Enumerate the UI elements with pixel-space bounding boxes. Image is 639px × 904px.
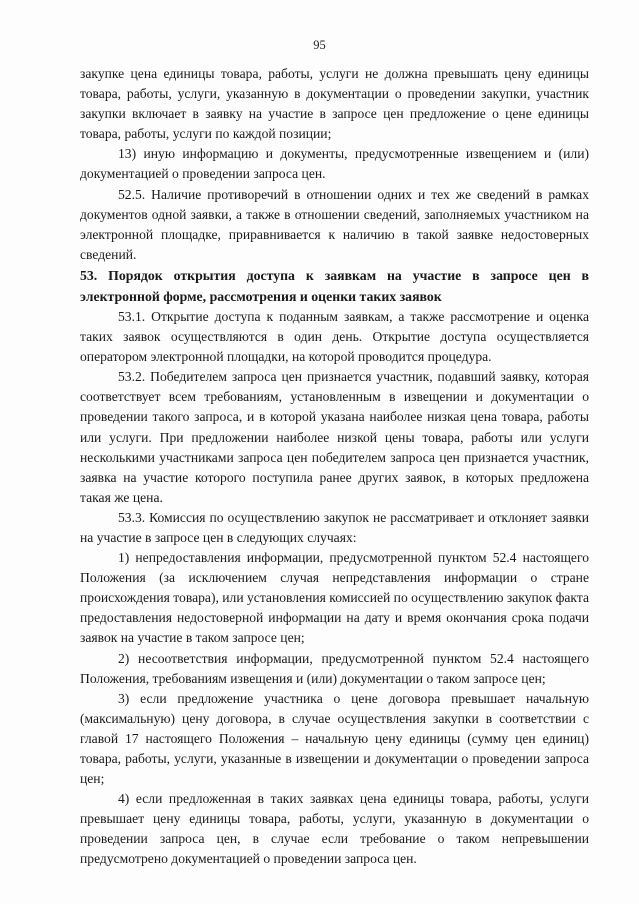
list-item-3: 3) если предложение участника о цене договора превышает начальную (максимальную) цену договора, в случае осуществления закупки в соответствии с главой 17 настоящего Положения – начальную цену единицы (сумму цен единиц) товара, работы, услуги, указанные в извещении и документации о проведении запроса цен;	[80, 690, 589, 787]
page-number: 95	[313, 38, 326, 52]
page-body	[80, 64, 589, 870]
paragraph-53-1: 53.1. Открытие доступа к поданным заявкам, а также рассмотрение и оценка таких заявок осуществляются в один день. Открытие доступа осуществляется оператором электронной площадки, на которой проводится процедура.	[80, 308, 589, 365]
list-item-1: 1) непредоставления информации, предусмотренной пунктом 52.4 настоящего Положения (за исключением случая непредставления информации о стране происхождения товара), или установления комиссией по осуществлению закупок факта предоставления недостоверной информации на дату и время окончания срока подачи заявок на участие в таком запросе цен;	[80, 550, 589, 646]
continued-paragraph: закупке цена единицы товара, работы, услуги не должна превышать цену единицы товара, работы, услуги, указанную в документации о проведении закупки, участник закупки включает в заявку на участие в запросе цен предложение о цене единицы товара, работы, услуги по каждой позиции;	[80, 66, 589, 142]
paragraph-52-5: 52.5. Наличие противоречий в отношении одних и тех же сведений в рамках документов одной заявки, а также в отношении сведений, заполняемых участником на электронной площадке, приравнивается к наличию в такой заявке недостоверных сведений.	[80, 186, 589, 262]
paragraph-53-3: 53.3. Комиссия по осуществлению закупок не рассматривает и отклоняет заявки на участие в запросе цен в следующих случаях:	[80, 509, 589, 545]
paragraph-item-13: 13) иную информацию и документы, предусмотренные извещением и (или) документацией о проведении запроса цен.	[80, 146, 589, 182]
paragraph-53-2: 53.2. Победителем запроса цен признается участник, подавший заявку, которая соответствует всем требованиям, установленным в извещении и документации о проведении такого запроса, и в которой указана наиболее низкая цена товара, работы или услуги. При предложении наиболее низкой цены товара, работы или услуги несколькими участниками запроса цен победителем запроса цен признается участник, заявка на участие которого поступила ранее других заявок, в которых предложена такая же цена.	[80, 369, 589, 505]
list-item-4: 4) если предложенная в таких заявках цена единицы товара, работы, услуги превышает цену единицы товара, работы, услуги, указанную в документации о проведении запроса цен, в случае если требование о таком непревышении предусмотрено документацией о проведении запроса цен.	[80, 791, 589, 867]
list-item-2: 2) несоответствия информации, предусмотренной пунктом 52.4 настоящего Положения, требованиям извещения и (или) документации о таком запросе цен;	[80, 650, 589, 686]
section-heading-53: 53. Порядок открытия доступа к заявкам на участие в запросе цен в электронной форме, рассмотрения и оценки таких заявок	[80, 267, 589, 304]
